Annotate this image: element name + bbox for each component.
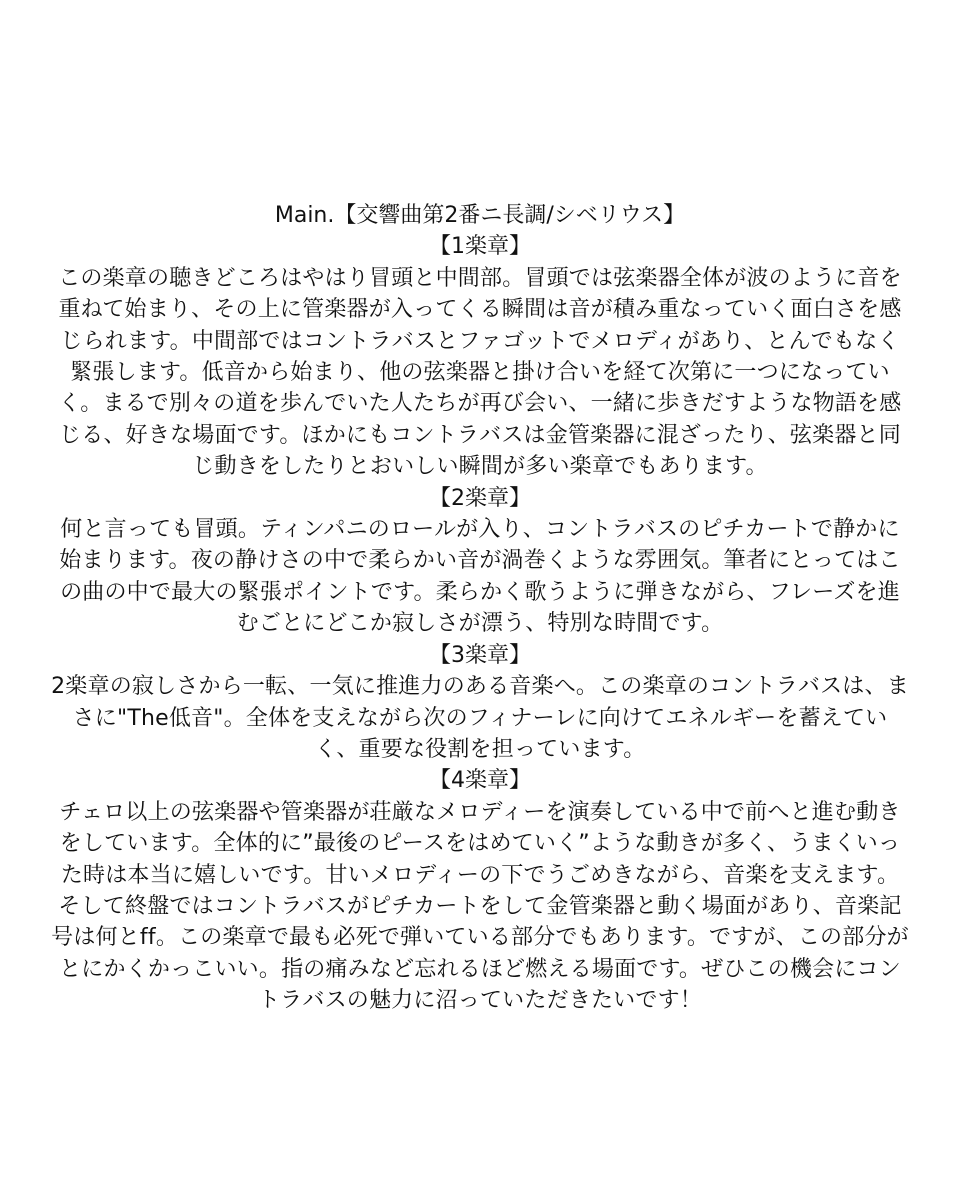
text-line: とにかくかっこいい。指の痛みなど忘れるほど燃える場面です。ぜひこの機会にコン [59, 956, 901, 982]
section-body-movement-3 [44, 671, 916, 765]
text-line: じる、好きな場面です。ほかにもコントラバスは金管楽器に混ざったり、弦楽器と同 [59, 422, 901, 448]
document-body [44, 200, 916, 1017]
section-heading-movement-2: 【2楽章】 [429, 485, 531, 511]
text-line: 緊張します。低音から始まり、他の弦楽器と掛け合いを経て次第に一つになってい [70, 360, 890, 386]
section-body-movement-2 [44, 514, 916, 640]
text-line: 始まります。夜の静けさの中で柔らかい音が渦巻くような雰囲気。筆者にとってはこ [59, 548, 901, 574]
text-line: そして終盤ではコントラバスがピチカートをして金管楽器と動く場面があり、音楽記 [58, 893, 902, 919]
text-line: 2楽章の寂しさから一転、一気に推進力のある音楽へ。この楽章のコントラバスは、ま [51, 674, 909, 700]
text-line: じられます。中間部ではコントラバスとファゴットでメロディがあり、とんでもなく [60, 328, 900, 354]
text-line: さに"The低音"。全体を支えながら次のフィナーレに向けてエネルギーを蓄えてい [72, 705, 888, 731]
section-heading-movement-4: 【4楽章】 [429, 768, 531, 794]
section-body-movement-1 [44, 263, 916, 483]
text-line: 重ねて始まり、その上に管楽器が入ってくる瞬間は音が積み重なっていく面白さを感 [58, 297, 902, 323]
section-heading-movement-1: 【1楽章】 [429, 234, 531, 260]
text-line: た時は本当に嬉しいです。甘いメロディーの下でうごめきながら、音楽を支えます。 [60, 862, 900, 888]
document-title: Main.【交響曲第2番ニ長調/シベリウス】 [274, 203, 686, 228]
text-line: 号は何とff。この楽章で最も必死で弾いている部分でもあります。ですが、この部分が [51, 925, 909, 951]
text-line: トラバスの魅力に沼っていただきたいです！ [257, 988, 702, 1014]
text-line: この楽章の聴きどころはやはり冒頭と中間部。冒頭では弦楽器全体が波のように音を [58, 265, 902, 291]
text-line: く。まるで別々の道を歩んでいた人たちが再び会い、一緒に歩きだすような物語を感 [58, 391, 902, 417]
section-body-movement-4 [44, 797, 916, 1017]
section-heading-movement-3: 【3楽章】 [429, 642, 531, 668]
text-line: 何と言っても冒頭。ティンパニのロールが入り、コントラバスのピチカートで静かに [60, 517, 900, 543]
text-line: チェロ以上の弦楽器や管楽器が荘厳なメロディーを演奏している中で前へと進む動き [59, 799, 901, 825]
text-line: をしています。全体的に”最後のピースをはめていく”ような動きが多く、うまくいっ [59, 831, 901, 857]
text-line: じ動きをしたりとおいしい瞬間が多い楽章でもあります。 [192, 454, 768, 480]
text-line: むごとにどこか寂しさが漂う、特別な時間です。 [236, 611, 724, 637]
text-line: の曲の中で最大の緊張ポイントです。柔らかく歌うように弾きながら、フレーズを進 [60, 579, 900, 605]
text-line: く、重要な役割を担っています。 [314, 736, 646, 762]
